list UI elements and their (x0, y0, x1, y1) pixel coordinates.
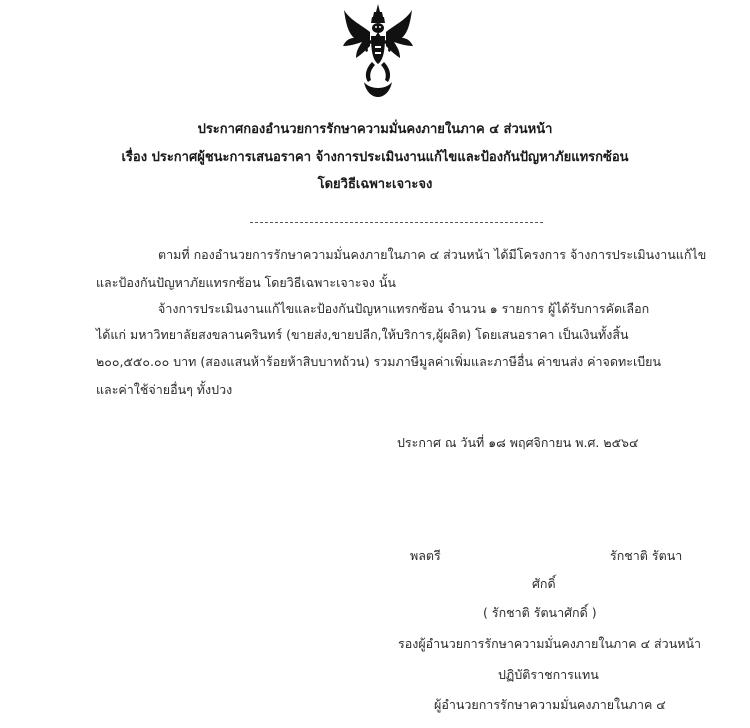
announcement-date: ประกาศ ณ วันที่ ๑๘ พฤศจิกายน พ.ศ. ๒๕๖๔ (397, 435, 639, 450)
signatory-position: รองผู้อำนวยการรักษาความมั่นคงภายในภาค ๔ ส่วนหน้า (398, 636, 702, 651)
signatory-principal-position: ผู้อำนวยการรักษาความมั่นคงภายในภาค ๔ (434, 697, 666, 712)
body-paragraph-1-line-2: และป้องกันปัญหาภัยแทรกซ้อน โดยวิธีเฉพาะเจาะจง นั้น (96, 275, 396, 290)
body-paragraph-2-line-4: และค่าใช้จ่ายอื่นๆ ทั้งปวง (96, 382, 233, 397)
signatory-full-name: ( รักชาติ รัตนาศักดิ์ ) (483, 605, 597, 620)
body-paragraph-1-line-1: ตามที่ กองอำนวยการรักษาความมั่นคงภายในภาค ๔ ส่วนหน้า ได้มีโครงการ จ้างการประเมินงานแก้ไข (158, 247, 707, 262)
body-paragraph-2-line-1: จ้างการประเมินงานแก้ไขและป้องกันปัญหาแทรกซ้อน จำนวน ๑ รายการ ผู้ได้รับการคัดเลือก (158, 301, 650, 316)
separator-line (250, 222, 543, 223)
signatory-name-part-1: รักชาติ รัตนา (610, 548, 683, 563)
announcement-title: ประกาศกองอำนวยการรักษาความมั่นคงภายในภาค ๔ ส่วนหน้า (197, 122, 553, 137)
signatory-rank: พลตรี (410, 548, 441, 563)
signatory-acting-on-behalf: ปฏิบัติราชการแทน (498, 667, 599, 682)
announcement-subject: เรื่อง ประกาศผู้ชนะการเสนอราคา จ้างการประเมินงานแก้ไขและป้องกันปัญหาภัยแทรกซ้อน (121, 150, 629, 165)
body-paragraph-2-line-2: ได้แก่ มหาวิทยาลัยสงขลานครินทร์ (ขายส่ง,ขายปลีก,ให้บริการ,ผู้ผลิต) โดยเสนอราคา เป็นเงินทั้งสิ้น (96, 327, 629, 342)
body-paragraph-2-line-3: ๒๐๐,๕๕๐.๐๐ บาท (สองแสนห้าร้อยห้าสิบบาทถ้วน) รวมภาษีมูลค่าเพิ่มและภาษีอื่น ค่าขนส่ง ค่าจดทะเบียน (96, 354, 662, 369)
announcement-method: โดยวิธีเฉพาะเจาะจง (317, 177, 433, 192)
garuda-emblem-icon (340, 2, 416, 98)
signatory-name-part-2: ศักดิ์ (532, 576, 556, 591)
